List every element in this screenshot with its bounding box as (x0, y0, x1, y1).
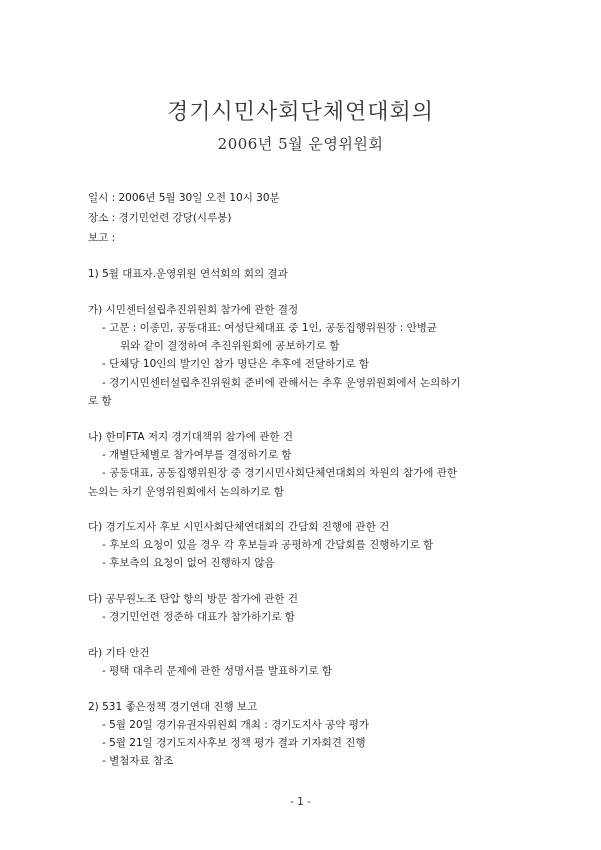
page-number: - 1 - (290, 796, 311, 808)
report-label: 보고 : (88, 232, 116, 244)
section-2-line-3: - 별첨자료 참조 (102, 755, 174, 767)
section-2-line-2: - 5월 21일 경기도지사후보 정책 평가 결과 기자회견 진행 (102, 737, 366, 749)
item-ga-line-3: - 경기시민센터설립추진위원회 준비에 관해서는 추후 운영위원회에서 논의하기 (102, 377, 461, 389)
item-na-line-2: - 공동대표, 공동집행위원장 중 경기시민사회단체연대회의 차원의 참가에 관한 (102, 467, 458, 479)
item-ga-heading: 가) 시민센터설립추진위원회 참가에 관한 결정 (88, 304, 299, 316)
item-ra-heading: 다) 공무원노조 탄압 항의 방문 참가에 관한 건 (88, 593, 299, 605)
item-ma-line-1: - 평택 대추리 문제에 관한 성명서를 발표하기로 함 (102, 665, 333, 677)
item-ga-line-1: - 고문 : 이종민, 공동대표: 여성단체대표 중 1인, 공동집행위원장 : 안병균 (102, 322, 437, 334)
meeting-place: 장소 : 경기민언련 강당(시루봉) (88, 212, 232, 224)
item-da-heading: 다) 경기도지사 후보 시민사회단체연대회의 간담회 진행에 관한 건 (88, 521, 390, 533)
item-ga-line-3b: 로 함 (88, 395, 112, 407)
item-ma-heading: 라) 기타 안건 (88, 647, 150, 659)
item-ga-line-2: - 단체당 10인의 발기인 참가 명단은 추후에 전달하기로 함 (102, 358, 369, 370)
document-title: 경기시민사회단체연대회의 (166, 100, 435, 125)
item-ga-line-1b: 위와 같이 결정하여 추진위원회에 공보하기로 함 (120, 340, 340, 352)
section-2-heading: 2) 531 좋은정책 경기연대 진행 보고 (88, 701, 258, 713)
item-na-line-2b: 논의는 차기 운영위원회에서 논의하기로 함 (88, 486, 284, 498)
item-da-line-2: - 후보측의 요청이 없어 진행하지 않음 (102, 557, 275, 569)
meeting-date: 일시 : 2006년 5월 30일 오전 10시 30분 (88, 192, 280, 204)
section-1-heading: 1) 5월 대표자.운영위원 연석회의 회의 결과 (88, 268, 288, 280)
item-na-heading: 나) 한미FTA 저지 경기대책위 참가에 관한 건 (88, 431, 294, 443)
item-da-line-1: - 후보의 요청이 있을 경우 각 후보들과 공평하게 간담회를 진행하기로 함 (102, 539, 434, 551)
document-subtitle: 2006년 5월 운영위원회 (217, 135, 384, 153)
item-ra-line-1: - 경기민언련 정준하 대표가 참가하기로 함 (102, 611, 295, 623)
section-2-line-1: - 5월 20일 경기유권자위원회 개최 : 경기도지사 공약 평가 (102, 719, 370, 731)
item-na-line-1: - 개별단체별로 참가여부를 결정하기로 함 (102, 449, 292, 461)
